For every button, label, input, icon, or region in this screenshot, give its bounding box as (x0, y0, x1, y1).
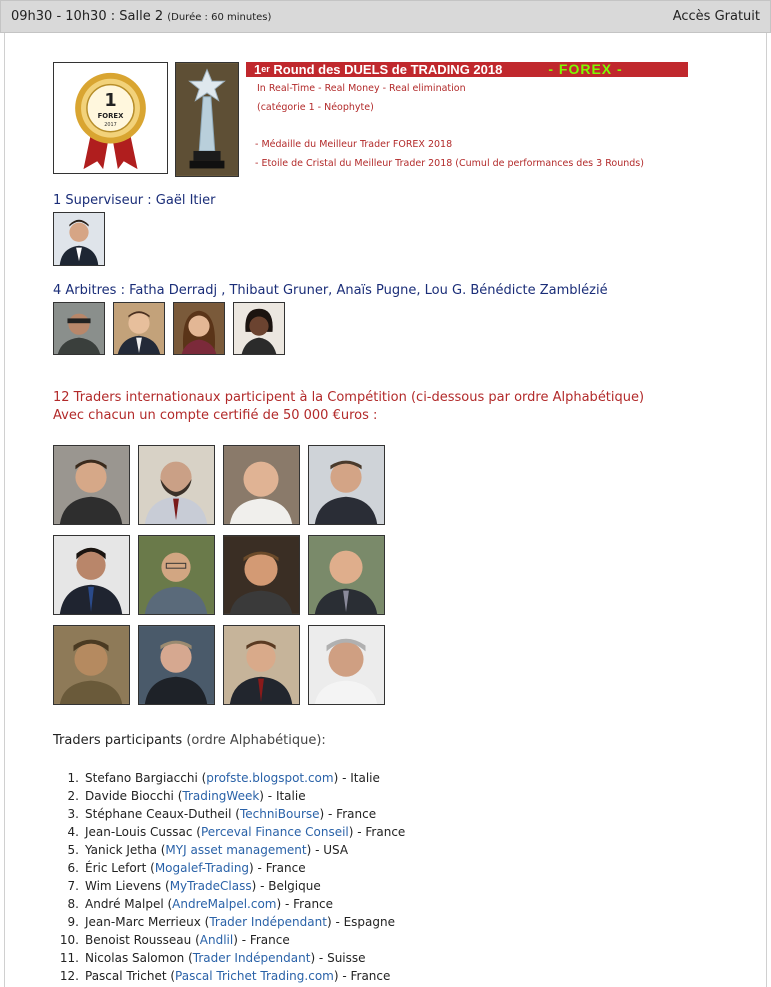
trader-photo (308, 625, 385, 705)
trader-affiliation-link[interactable]: TradingWeek (182, 789, 260, 803)
medal-icon (54, 63, 167, 173)
trader-name: Jean-Louis Cussac ( (85, 825, 201, 839)
trader-list-item (57, 877, 405, 895)
trader-number: 11. (59, 951, 79, 965)
trader-affiliation-link[interactable]: Andlil (199, 933, 234, 947)
arbiter-photo (173, 302, 225, 355)
event-title-forex: - FOREX - (548, 61, 623, 77)
crystal-star-trophy-image (175, 62, 239, 177)
medal-image (53, 62, 168, 174)
supervisor-heading: 1 Superviseur : Gaël Itier (53, 193, 216, 208)
trader-country: ) - France (276, 897, 334, 911)
trader-country: ) - Suisse (310, 951, 366, 965)
trader-list-item (57, 787, 405, 805)
trader-affiliation-link[interactable]: Trader Indépendant (209, 915, 327, 929)
arbiter-photo (113, 302, 165, 355)
trader-list-item (57, 859, 405, 877)
trader-list-item (57, 913, 405, 931)
event-line-realtime: In Real-Time - Real Money - Real elimination (257, 83, 466, 94)
trophy-icon (176, 63, 238, 176)
trader-list-item (57, 805, 405, 823)
traders-list-title-main: Traders participants (53, 733, 183, 748)
trader-list-item (57, 769, 405, 787)
trader-name: Pascal Trichet ( (85, 969, 176, 983)
trader-photo (53, 625, 130, 705)
prize-medal: - Médaille du Meilleur Trader FOREX 2018 (255, 139, 453, 150)
traders-intro-line1 (53, 390, 644, 405)
session-time (11, 9, 271, 24)
session-header-bar (0, 0, 771, 33)
trader-country: ) - USA (306, 843, 349, 857)
event-title: Round des DUELS de TRADING 2018 (269, 62, 503, 77)
trader-photo (138, 535, 215, 615)
trader-photo (53, 445, 130, 525)
trader-number: 6. (67, 861, 79, 875)
trader-number: 2. (67, 789, 79, 803)
trader-country: ) - France (319, 807, 377, 821)
supervisor-photo (53, 212, 105, 266)
trader-number: 12. (59, 969, 79, 983)
trader-affiliation-link[interactable]: profste.blogspot.com (206, 771, 334, 785)
trader-country: ) - Espagne (326, 915, 396, 929)
trader-number: 7. (67, 879, 79, 893)
trader-number: 10. (59, 933, 79, 947)
trader-list-item (57, 841, 405, 859)
trader-name: Éric Lefort ( (85, 861, 155, 875)
trader-name: Stéphane Ceaux-Dutheil ( (85, 807, 240, 821)
trader-list-item (57, 949, 405, 967)
traders-intro-count: 12 Traders internationaux participent à la Compétition (53, 390, 407, 405)
trader-photo (138, 625, 215, 705)
trader-number: 5. (67, 843, 79, 857)
prize-crystal-star: - Etoile de Cristal du Meilleur Trader 2018 (Cumul de performances des 3 Rounds) (255, 158, 644, 169)
trader-list-item (57, 931, 405, 949)
medal-text: FOREX (97, 112, 124, 120)
event-title-sup: er (261, 64, 270, 74)
trader-affiliation-link[interactable]: TechniBourse (239, 807, 320, 821)
trader-name: André Malpel ( (85, 897, 173, 911)
session-duration: (Durée : 60 minutes) (167, 12, 272, 23)
trader-country: ) - France (233, 933, 290, 947)
trader-name: Benoist Rousseau ( (85, 933, 200, 947)
trader-country: ) - France (249, 861, 306, 875)
arbiter-photo (233, 302, 285, 355)
traders-list-title (53, 733, 326, 748)
trader-number: 8. (67, 897, 79, 911)
trader-affiliation-link[interactable]: Trader Indépendant (192, 951, 311, 965)
traders-intro-line2: Avec chacun un compte certifié de 50 000 €uros : (53, 408, 378, 423)
trader-list-item (57, 967, 405, 985)
trader-name: Wim Lievens ( (85, 879, 170, 893)
trader-country: ) - Belgique (251, 879, 321, 893)
trader-affiliation-link[interactable]: AndreMalpel.com (172, 897, 277, 911)
trader-country: ) - France (348, 825, 406, 839)
trader-photo (223, 445, 300, 525)
trader-name: Jean-Marc Merrieux ( (85, 915, 210, 929)
trader-photo (53, 535, 130, 615)
session-time-room: 09h30 - 10h30 : Salle 2 (11, 9, 164, 24)
trader-name: Nicolas Salomon ( (85, 951, 193, 965)
trader-list-item (57, 895, 405, 913)
trader-name: Stefano Bargiacchi ( (85, 771, 207, 785)
arbiter-photo (53, 302, 105, 355)
event-title-prefix: 1 (254, 62, 262, 77)
trader-affiliation-link[interactable]: Pascal Trichet Trading.com (175, 969, 334, 983)
medal-year: 2017 (104, 121, 117, 128)
arbiters-heading: 4 Arbitres : Fatha Derradj , Thibaut Gruner, Anaïs Pugne, Lou G. Bénédicte Zamblézié (53, 283, 608, 298)
trader-country: ) - Italie (333, 771, 380, 785)
trader-number: 4. (67, 825, 79, 839)
event-title-bar (246, 62, 688, 77)
trader-affiliation-link[interactable]: Mogalef-Trading (154, 861, 250, 875)
trader-affiliation-link[interactable]: MYJ asset management (165, 843, 307, 857)
trader-name: Yanick Jetha ( (85, 843, 166, 857)
session-content (4, 33, 767, 987)
trader-affiliation-link[interactable]: Perceval Finance Conseil (200, 825, 349, 839)
trader-country: ) - France (333, 969, 391, 983)
trader-list-item (57, 823, 405, 841)
trader-number: 9. (67, 915, 79, 929)
trader-number: 3. (67, 807, 79, 821)
trader-photo (223, 625, 300, 705)
event-line-category: (catégorie 1 - Néophyte) (257, 102, 374, 113)
trader-country: ) - Italie (259, 789, 306, 803)
trader-number: 1. (67, 771, 79, 785)
access-badge: Accès Gratuit (672, 9, 760, 24)
trader-name: Davide Biocchi ( (85, 789, 183, 803)
svg-text:1: 1 (104, 91, 117, 112)
traders-intro-order: (ci-dessous par ordre Alphabétique) (406, 390, 645, 405)
traders-list-title-order: (ordre Alphabétique): (182, 733, 326, 748)
trader-photo (223, 535, 300, 615)
traders-list (57, 769, 405, 985)
trader-photo (138, 445, 215, 525)
trader-affiliation-link[interactable]: MyTradeClass (169, 879, 252, 893)
trader-photo (308, 445, 385, 525)
trader-photo (308, 535, 385, 615)
